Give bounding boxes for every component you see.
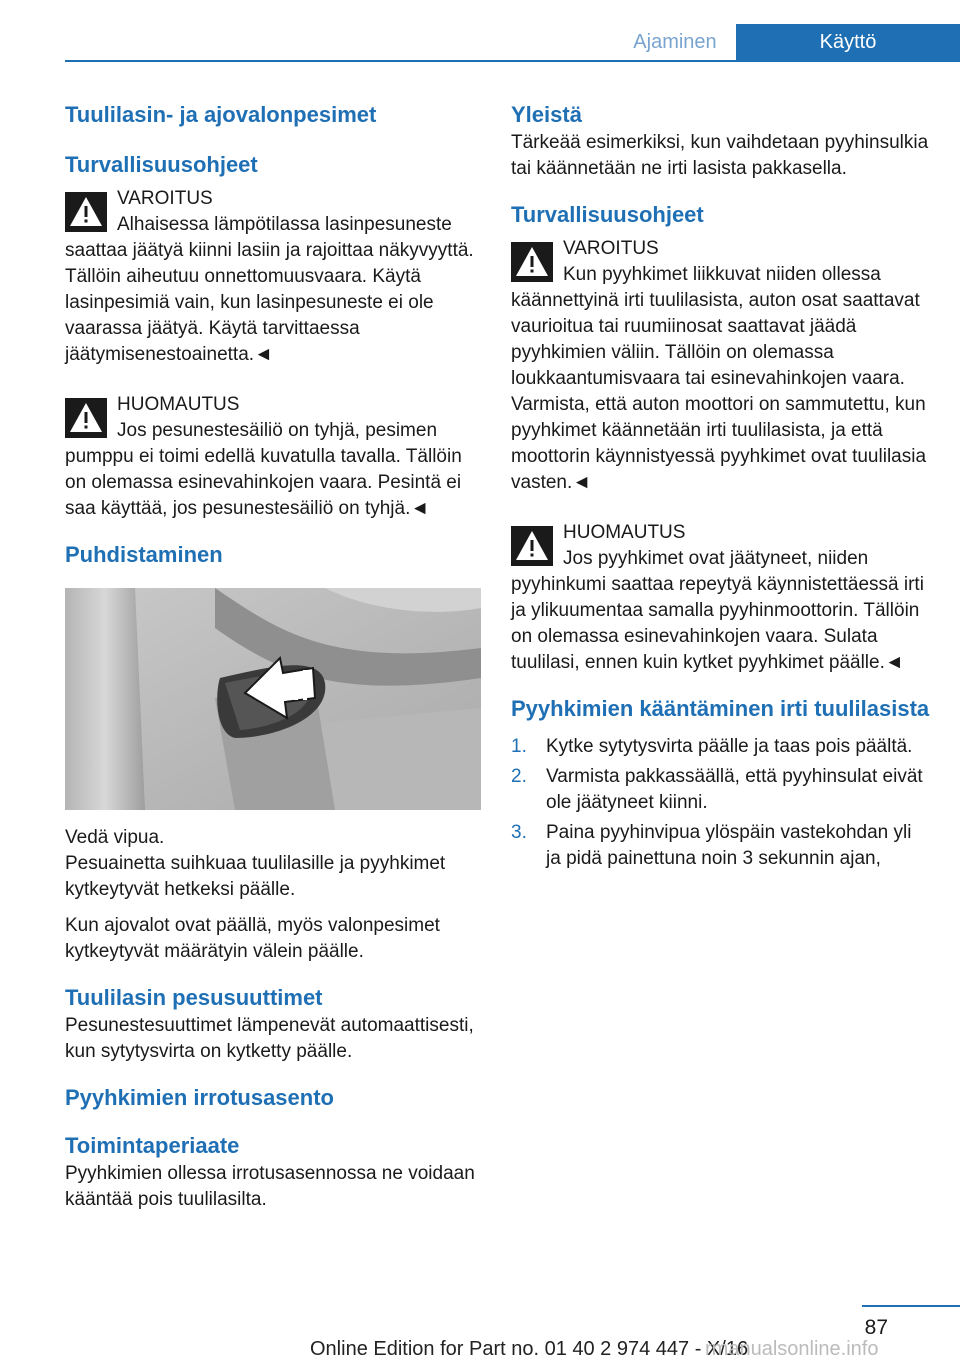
step-item bbox=[511, 734, 931, 760]
notice-block bbox=[65, 392, 483, 522]
edition-note: Online Edition for Part no. 01 40 2 974 447 - X/16 bbox=[310, 1338, 749, 1360]
warning-label: VAROITUS bbox=[117, 188, 213, 209]
step-text: Kytke sytytysvirta päälle ja taas pois päältä. bbox=[546, 736, 913, 757]
principle-text: Pyyhkimien ollessa irrotusasennossa ne voidaan kääntää pois tuulilasilta. bbox=[65, 1163, 475, 1210]
footer-rule bbox=[862, 1305, 960, 1307]
step-text: Varmista pakkassäällä, että pyyhinsulat eivät ole jäätyneet kiinni. bbox=[546, 766, 923, 813]
warning-icon bbox=[511, 526, 553, 566]
warning-label: VAROITUS bbox=[563, 238, 659, 259]
notice-text: Jos pyyhkimet ovat jäätyneet, niiden pyyhinkumi saattaa repeytyä käynnistettäessä irti ja ylikuumentaa samalla pyyhinmoottorin. Tällöin on olemassa esinevahinkojen vaara. Sulata tuulilasi, ennen kuin kytket pyyhkimet päälle.◄ bbox=[511, 548, 924, 673]
watermark: rmanualsonline.info bbox=[705, 1338, 879, 1360]
warning-icon bbox=[65, 192, 107, 232]
warning-icon bbox=[65, 398, 107, 438]
notice-label: HUOMAUTUS bbox=[117, 394, 240, 415]
tab-ajaminen[interactable]: Ajaminen bbox=[616, 24, 734, 61]
wiper-lever-illustration bbox=[65, 588, 481, 810]
step-text: Paina pyyhinvipua ylöspäin vastekohdan yli ja pidä painettuna noin 3 sekunnin ajan, bbox=[546, 822, 912, 869]
step-number: 3. bbox=[511, 822, 527, 843]
safety-heading: Turvallisuusohjeet bbox=[65, 152, 258, 177]
right-column bbox=[511, 100, 931, 876]
pull-lever-text: Vedä vipua. bbox=[65, 827, 165, 848]
warning-text: Alhaisessa lämpötilassa lasinpesuneste saattaa jäätyä kiinni lasiin ja rajoittaa näkyvyyttä. Tällöin aiheutuu onnettomuusvaara. Käytä lasinpesimiä vain, kun lasinpesuneste ei ole vaarassa jäätyä. Käytä tarvittaessa jäätymisenestoainetta.◄ bbox=[65, 214, 474, 365]
step-item bbox=[511, 820, 931, 872]
cleaning-heading: Puhdistaminen bbox=[65, 542, 223, 567]
warning-text: Kun pyyhkimet liikkuvat niiden ollessa käännettyinä irti tuulilasista, auton osat saattavat vaurioitua tai ruumiinosat saattavat jäädä pyyhkimien väliin. Tällöin on olemassa loukkaantumisvaara tai esinevahinkojen vaara. Varmista, että auton moottori on sammutettu, kun pyyhkimet käännetään irti tuulilasista, ja että moottorin käynnistyessä pyyhkimet ovat tuulilasia vasten.◄ bbox=[511, 264, 927, 493]
warning-block-right bbox=[511, 236, 931, 496]
step-number: 2. bbox=[511, 766, 527, 787]
step-number: 1. bbox=[511, 736, 527, 757]
steps-list bbox=[511, 734, 931, 872]
notice-block-right bbox=[511, 520, 931, 676]
notice-label: HUOMAUTUS bbox=[563, 522, 686, 543]
header-rule bbox=[65, 60, 960, 62]
turn-heading: Pyyhkimien kääntäminen irti tuulilasista bbox=[511, 696, 930, 721]
nozzles-heading: Tuulilasin pesusuuttimet bbox=[65, 985, 323, 1010]
step-item bbox=[511, 764, 931, 816]
warning-block bbox=[65, 186, 483, 368]
tab-kaytto[interactable]: Käyttö bbox=[736, 24, 960, 61]
safety-heading-right: Turvallisuusohjeet bbox=[511, 202, 704, 227]
nozzles-text: Pesunestesuuttimet lämpenevät automaattisesti, kun sytytysvirta on kytketty päälle. bbox=[65, 1015, 474, 1062]
notice-text: Jos pesunestesäiliö on tyhjä, pesimen pumppu ei toimi edellä kuvatulla tavalla. Tällöin on olemassa esinevahinkojen vaara. Pesintä ei saa käyttää, jos pesunestesäiliö on tyhjä.◄ bbox=[65, 420, 462, 519]
spray-text: Pesuainetta suihkuaa tuulilasille ja pyyhkimet kytkeytyvät hetkeksi päälle. bbox=[65, 853, 446, 900]
warning-icon bbox=[511, 242, 553, 282]
page-number: 87 bbox=[864, 1316, 888, 1339]
principle-heading: Toimintaperiaate bbox=[65, 1133, 240, 1158]
headlight-text: Kun ajovalot ovat päällä, myös valonpesimet kytkeytyvät määrätyin välein päälle. bbox=[65, 915, 440, 962]
general-heading: Yleistä bbox=[511, 102, 582, 127]
left-column bbox=[65, 100, 483, 1213]
general-text: Tärkeää esimerkiksi, kun vaihdetaan pyyhinsulkia tai käännetään ne irti lasista pakkasella. bbox=[511, 132, 929, 179]
fold-heading: Pyyhkimien irrotusasento bbox=[65, 1085, 334, 1110]
section-title: Tuulilasin- ja ajovalonpesimet bbox=[65, 102, 377, 127]
